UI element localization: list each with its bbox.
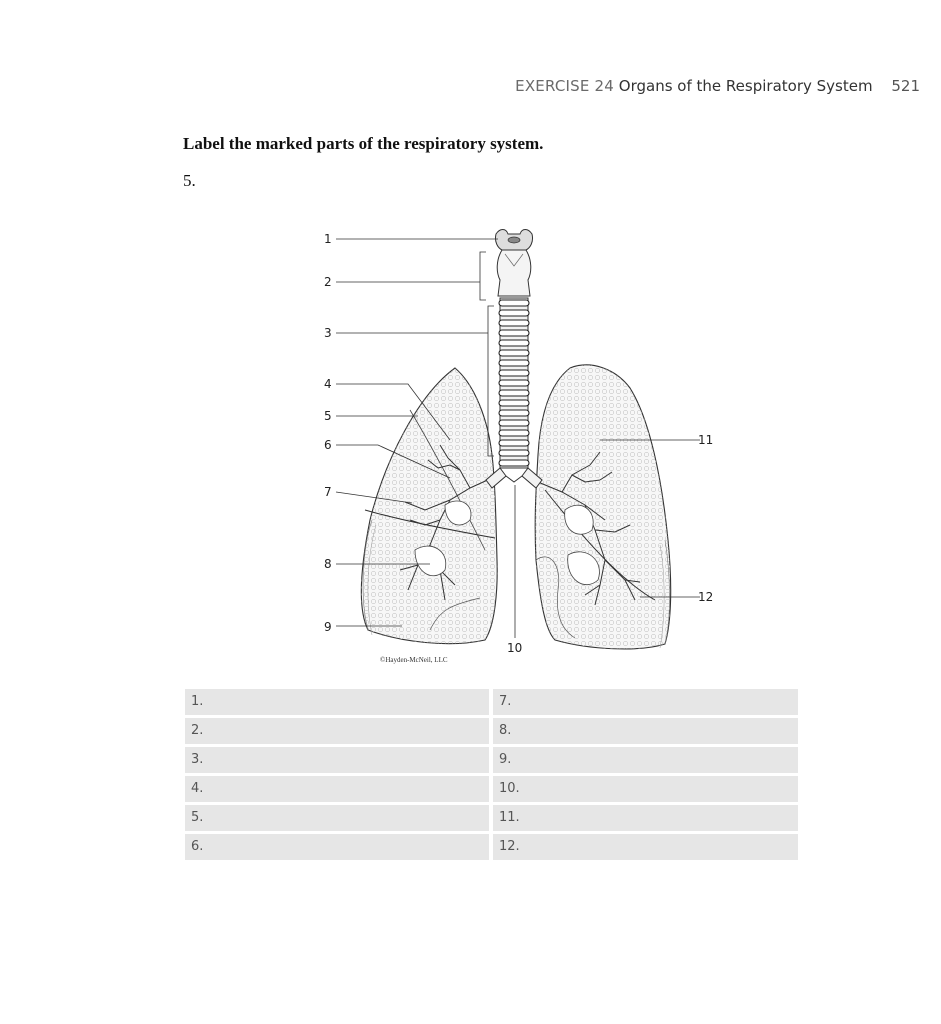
answer-field-4[interactable]: 4.	[185, 776, 489, 802]
answer-field-6[interactable]: 6.	[185, 834, 489, 860]
page-number: 521	[891, 77, 920, 95]
instruction-text: Label the marked parts of the respiratory system.	[183, 134, 544, 153]
right-lung	[361, 368, 497, 644]
answer-field-10[interactable]: 10.	[493, 776, 798, 802]
figure-label-7: 7	[324, 485, 332, 499]
answer-row	[185, 747, 798, 773]
answer-field-5[interactable]: 5.	[185, 805, 489, 831]
answer-field-2[interactable]: 2.	[185, 718, 489, 744]
answer-row	[185, 776, 798, 802]
figure-label-8: 8	[324, 557, 332, 571]
figure-label-3: 3	[324, 326, 332, 340]
figure-label-12: 12	[698, 590, 714, 604]
answer-field-7[interactable]: 7.	[493, 689, 798, 715]
answer-row	[185, 805, 798, 831]
answer-field-1[interactable]: 1.	[185, 689, 489, 715]
trachea	[486, 298, 542, 488]
figure-label-4: 4	[324, 377, 332, 391]
figure-credit: ©Hayden-McNeil, LLC	[380, 656, 448, 664]
question-number: 5.	[183, 171, 196, 190]
answer-field-12[interactable]: 12.	[493, 834, 798, 860]
left-lung	[535, 365, 671, 649]
exercise-number: EXERCISE 24	[515, 77, 615, 95]
answer-row	[185, 689, 798, 715]
answer-row	[185, 718, 798, 744]
answer-field-3[interactable]: 3.	[185, 747, 489, 773]
figure-label-9: 9	[324, 620, 332, 634]
answer-field-9[interactable]: 9.	[493, 747, 798, 773]
answer-field-8[interactable]: 8.	[493, 718, 798, 744]
running-head	[515, 77, 920, 95]
figure-label-10: 10	[507, 641, 523, 655]
larynx	[495, 230, 532, 297]
figure-label-2: 2	[324, 275, 332, 289]
figure-label-6: 6	[324, 438, 332, 452]
answer-row	[185, 834, 798, 860]
answer-table	[185, 689, 798, 863]
figure-label-5: 5	[324, 409, 332, 423]
chapter-title: Organs of the Respiratory System	[618, 77, 873, 95]
respiratory-system-diagram	[300, 220, 720, 670]
answer-field-11[interactable]: 11.	[493, 805, 798, 831]
figure-label-1: 1	[324, 232, 332, 246]
figure-label-11: 11	[698, 433, 714, 447]
